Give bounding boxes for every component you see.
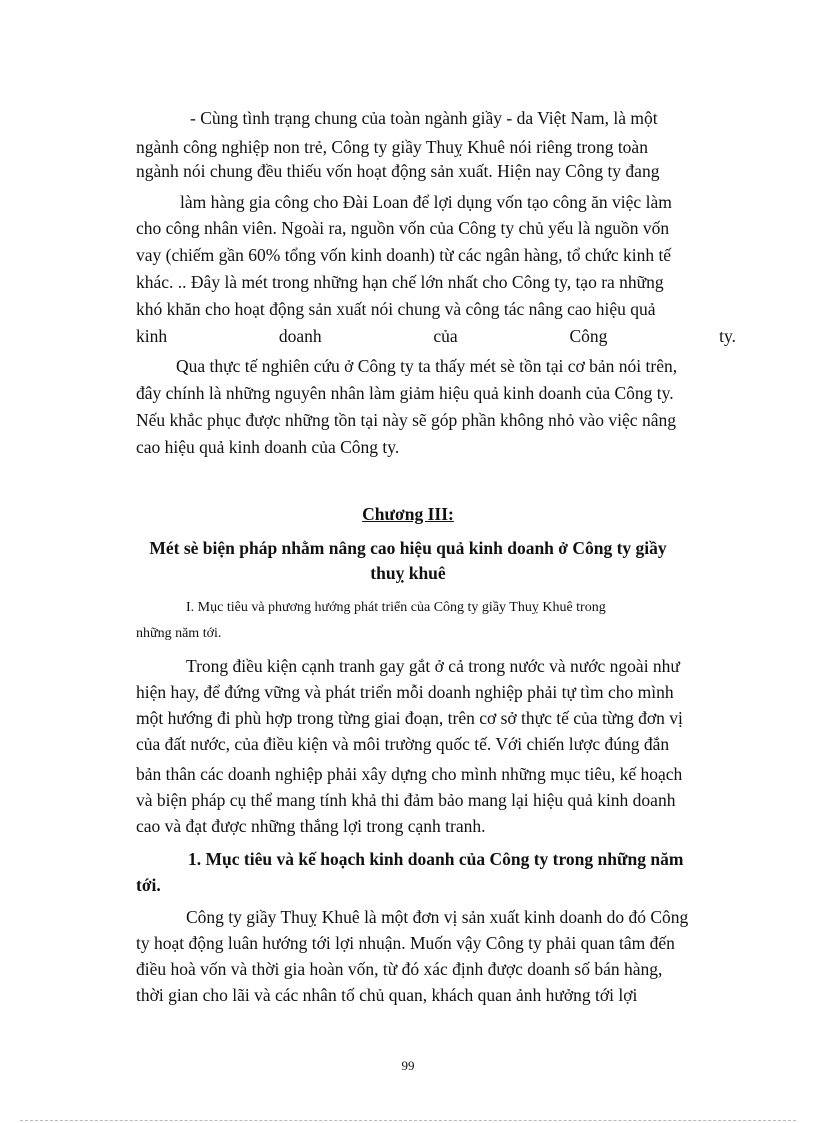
para1-line-3: ngành nói chung đều thiếu vốn hoạt động sản xuất. Hiện nay Công ty đang (136, 161, 660, 181)
word: kinh (136, 326, 168, 346)
para4-line-4: thời gian cho lãi và các nhân tố chủ quan, khách quan ảnh hưởng tới lợi (136, 985, 638, 1005)
para1-line-8: khó khăn cho hoạt động sản xuất nói chung và công tác nâng cao hiệu quả (136, 299, 656, 319)
subsection-heading-line-2: tới. (136, 875, 161, 895)
para2-line-1: Qua thực tế nghiên cứu ở Công ty ta thấy mét sè tồn tại cơ bản nói trên, (176, 356, 678, 376)
para4-line-1: Công ty giầy Thuỵ Khuê là một đơn vị sản xuất kinh doanh do đó Công (186, 907, 689, 927)
para4-line-2: ty hoạt động luân hướng tới lợi nhuận. Muốn vậy Công ty phải quan tâm đến (136, 933, 675, 953)
para4-line-3: điều hoà vốn và thời gia hoàn vốn, từ đó xác định được doanh số bán hàng, (136, 959, 663, 979)
para3-line-7: cao và đạt được những thắng lợi trong cạnh tranh. (136, 816, 486, 836)
page-number: 99 (401, 1058, 415, 1073)
para3-line-6: và biện pháp cụ thể mang tính khả thi đảm bảo mang lại hiệu quả kinh doanh (136, 790, 676, 810)
para1-line-7: khác. .. Đây là mét trong những hạn chế lớn nhất cho Công ty, tạo ra những (136, 272, 664, 292)
subsection-heading-line-1: 1. Mục tiêu và kế hoạch kinh doanh của Công ty trong những năm (188, 849, 684, 869)
para3-line-1: Trong điều kiện cạnh tranh gay gắt ở cả trong nước và nước ngoài như (186, 656, 680, 676)
para1-line-9 (136, 325, 736, 347)
page-bottom-divider (20, 1120, 796, 1121)
word: Công (569, 326, 608, 346)
para1-line-4: làm hàng gia công cho Đài Loan để lợi dụng vốn tạo công ăn việc làm (180, 192, 672, 212)
para1-line-2: ngành công nghiệp non trẻ, Công ty giầy Thuỵ Khuê nói riêng trong toàn (136, 137, 648, 157)
chapter-title: Chương III: (362, 504, 454, 524)
chapter-subtitle-line-1: Mét sè biện pháp nhằm nâng cao hiệu quả kinh doanh ở Công ty giầy (149, 538, 667, 558)
para3-line-2: hiện hay, để đứng vững và phát triển mỗi doanh nghiệp phải tự tìm cho mình (136, 682, 674, 702)
word: ty. (719, 326, 736, 346)
para3-line-5: bản thân các doanh nghiệp phải xây dựng cho mình những mục tiêu, kế hoạch (136, 764, 683, 784)
section-heading-line-2: những năm tới. (136, 626, 222, 641)
para1-line-1: - Cùng tình trạng chung của toàn ngành giầy - da Việt Nam, là một (190, 108, 658, 128)
para1-line-5: cho công nhân viên. Ngoài ra, nguồn vốn của Công ty chủ yếu là nguồn vốn (136, 218, 670, 238)
para2-line-4: cao hiệu quả kinh doanh của Công ty. (136, 437, 400, 457)
para1-line-6: vay (chiếm gần 60% tổng vốn kinh doanh) từ các ngân hàng, tổ chức kinh tế (136, 245, 672, 265)
para2-line-3: Nếu khắc phục được những tồn tại này sẽ góp phần không nhỏ vào việc nâng (136, 410, 676, 430)
para3-line-3: một hướng đi phù hợp trong từng giai đoạn, trên cơ sở thực tế của từng đơn vị (136, 708, 683, 728)
chapter-subtitle-line-2: thuỵ khuê (370, 563, 446, 583)
para2-line-2: đây chính là những nguyên nhân làm giảm hiệu quả kinh doanh của Công ty. (136, 383, 674, 403)
word: doanh (278, 326, 322, 346)
para3-line-4: của đất nước, của điều kiện và môi trường quốc tế. Với chiến lược đúng đắn (136, 734, 670, 754)
word: của (433, 326, 458, 346)
section-heading-line-1: I. Mục tiêu và phương hướng phát triển của Công ty giầy Thuỵ Khuê trong (186, 600, 606, 615)
